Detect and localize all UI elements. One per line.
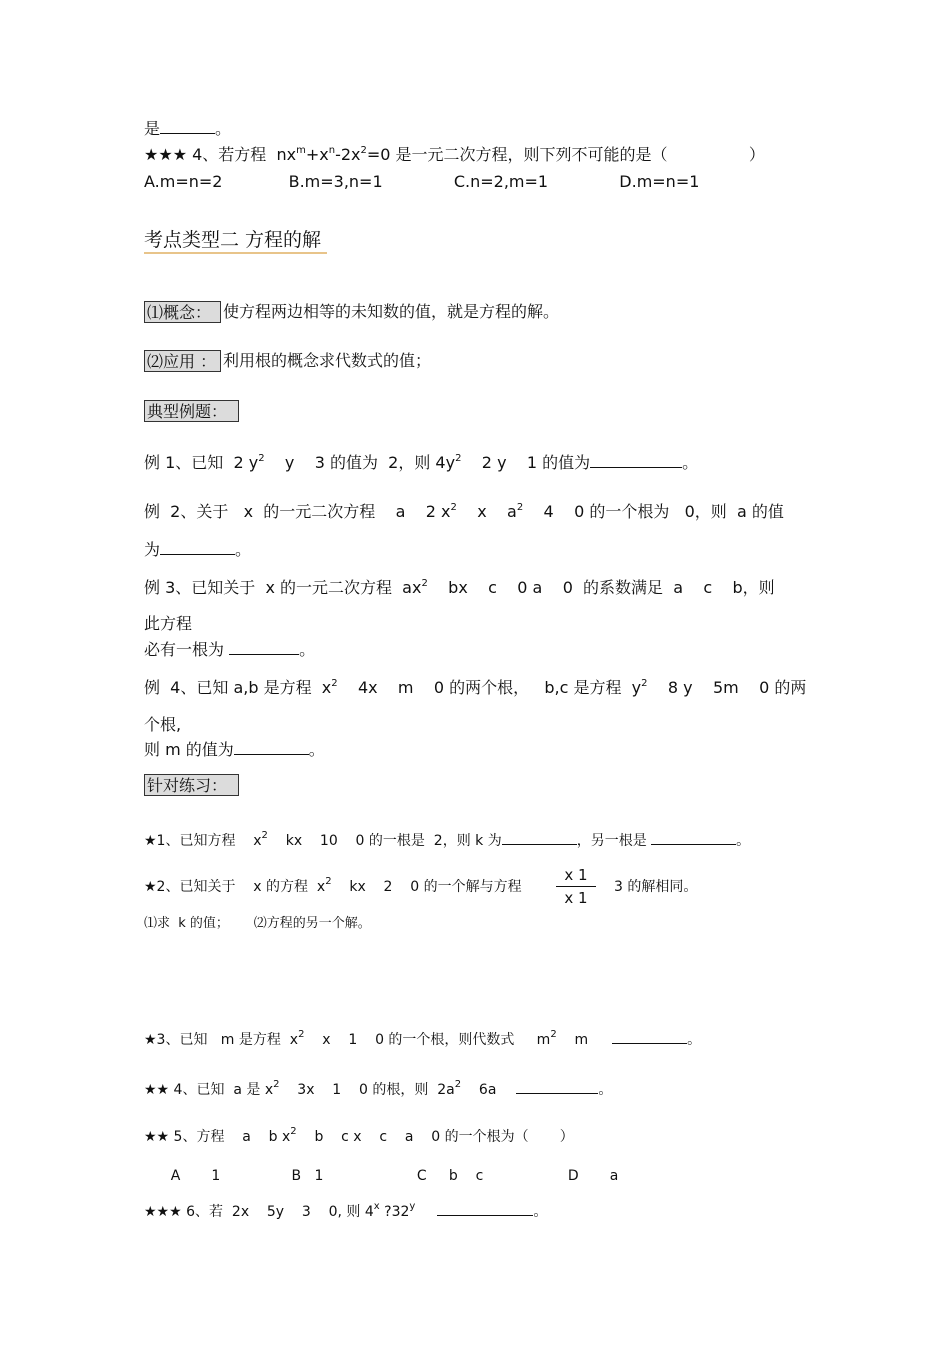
examples-label: 典型例题： xyxy=(144,400,239,422)
example-2: 例 2、关于 x 的一元二次方程 a 2 $x^2$ x $a^2$ 4 0 的一个根为 0，则 a 的值 xyxy=(144,502,784,521)
example-3: 例 3、已知关于 x 的一元二次方程 $ax^2$ bx c 0 a 0 的系数满足 a c b，则 xyxy=(144,578,775,597)
example-4-cont: 个根, xyxy=(144,715,182,734)
answer-blank xyxy=(502,830,577,845)
answer-blank xyxy=(160,119,215,134)
practice-3: ★3、已知 m 是方程 $x^2$ x 1 0 的一个根，则代数式 $m^2$ m 。 xyxy=(144,1029,702,1048)
example-2-cont: 为 。 xyxy=(144,540,252,559)
answer-blank xyxy=(160,540,235,555)
example-4-cont2: 则 m 的值为 。 xyxy=(144,740,325,759)
practice-2: ★2、已知关于 x 的方程 $x^2$ kx 2 0 的一个解与方程 xyxy=(144,876,522,895)
practice-5: ★★ 5、方程 a b $x^2$ b c x c a 0 的一个根为（ ） xyxy=(144,1126,574,1145)
practice-2-subquestions: ⑴求 k 的值； ⑵方程的另一个解。 xyxy=(144,916,371,931)
answer-blank xyxy=(651,830,736,845)
example-4: 例 4、已知 a,b 是方程 $x^2$ 4x m 0 的两个根， b,c 是方程 $y^2$ 8 y 5m 0 的两 xyxy=(144,678,807,697)
top-line-1: 是 。 xyxy=(144,119,232,138)
fraction-bar xyxy=(556,886,596,887)
answer-blank xyxy=(612,1029,687,1044)
practice-5-options: A 1 B 1 C b c D a xyxy=(144,1168,619,1184)
example-1: 例 1、已知 2 $y^2$ y 3 的值为 2，则 $4y^2$ 2 y 1 的值为 。 xyxy=(144,453,699,472)
question-4-line: ★★★ 4、若方程 $nx^m+x^n-2x^2=0$ 是一元二次方程，则下列不可能的是（ ） xyxy=(144,145,765,164)
apply-label: ⑵应用 ： xyxy=(144,350,221,372)
answer-blank xyxy=(234,740,309,755)
concept-label: ⑴概念： xyxy=(144,301,221,323)
practice-1: ★1、已知方程 $x^2$ kx 10 0 的一根是 2，则 k 为 ，另一根是 。 xyxy=(144,830,751,849)
practice-2-fraction xyxy=(556,866,596,907)
question-4-options: A.m=n=2 B.m=3,n=1 C.n=2,m=1 D.m=n=1 xyxy=(144,172,700,191)
answer-blank xyxy=(437,1201,533,1216)
practice-label: 针对练习： xyxy=(144,774,239,796)
answer-blank xyxy=(229,640,299,655)
practice-6: ★★★ 6、若 2x 5y 3 0, 则 4$^x$ ?32$^y$ 。 xyxy=(144,1201,548,1220)
answer-blank xyxy=(590,453,682,468)
section-title: 考点类型二 方程的解 xyxy=(144,228,327,254)
practice-2-tail: 3 的解相同。 xyxy=(614,879,698,895)
example-3-cont: 此方程 xyxy=(144,614,193,633)
practice-4: ★★ 4、已知 a 是 $x^2$ 3x 1 0 的根，则 $2a^2$ 6a 。 xyxy=(144,1079,613,1098)
fraction-denominator: x 1 xyxy=(564,889,588,907)
answer-blank xyxy=(516,1079,598,1094)
example-3-cont2: 必有一根为 。 xyxy=(144,640,316,659)
apply-text: 利用根的概念求代数式的值； xyxy=(223,351,432,370)
concept-text: 使方程两边相等的未知数的值，就是方程的解。 xyxy=(223,302,560,321)
fraction-numerator: x 1 xyxy=(564,866,588,884)
